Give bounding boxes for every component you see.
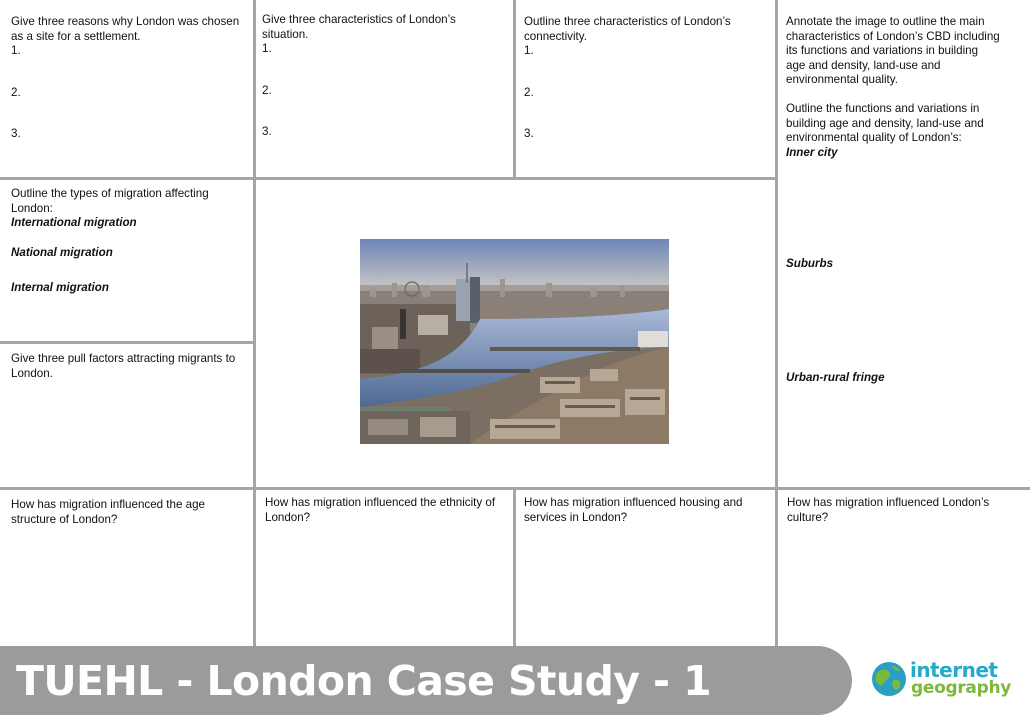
cbd-prompt: Annotate the image to outline the main characteristics of London’s CBD including its functions and variations in building age and density, land-use and environmental quality. — [786, 15, 1000, 87]
ethnicity-prompt: How has migration influenced the ethnicity of London? — [265, 496, 496, 524]
situation-item-2: 2. — [262, 83, 272, 97]
ethnicity-cell — [256, 490, 516, 646]
housing-prompt: How has migration influenced housing and services in London? — [524, 496, 743, 524]
zone-inner-city: Inner city — [786, 145, 838, 159]
situation-cell — [256, 0, 516, 180]
migration-type-national: National migration — [11, 245, 113, 259]
situation-prompt: Give three characteristics of London’s situation. — [262, 13, 456, 41]
culture-cell — [778, 490, 1030, 646]
logo-text-internet: internet — [910, 658, 998, 682]
age-structure-cell — [0, 490, 256, 646]
globe-icon — [870, 660, 908, 698]
pull-factors-cell — [0, 344, 256, 490]
cbd-prompt2: Outline the functions and variations in building age and density, land-use and environmental quality of London’s: — [786, 101, 984, 145]
migration-types-prompt: Outline the types of migration affecting London: — [11, 187, 209, 215]
migration-type-internal: Internal migration — [11, 281, 109, 295]
situation-item-1: 1. — [262, 42, 272, 56]
migration-types-cell — [0, 180, 256, 344]
reasons-item-1: 1. — [11, 44, 21, 58]
connectivity-cell — [516, 0, 778, 180]
connectivity-item-1: 1. — [524, 44, 534, 58]
reasons-cell — [0, 0, 256, 180]
connectivity-item-3: 3. — [524, 127, 534, 141]
culture-prompt: How has migration influenced London’s culture? — [787, 496, 990, 524]
internet-geography-logo — [870, 658, 1010, 702]
age-structure-prompt: How has migration influenced the age structure of London? — [11, 498, 205, 526]
london-photo-illustration — [360, 239, 669, 444]
reasons-item-3: 3. — [11, 127, 21, 141]
zone-suburbs: Suburbs — [786, 257, 834, 270]
housing-cell — [516, 490, 778, 646]
banner-title: TUEHL - London Case Study - 1 — [16, 657, 712, 705]
london-aerial-photo — [360, 239, 669, 444]
situation-item-3: 3. — [262, 125, 272, 139]
title-banner — [0, 646, 852, 715]
logo-text-geography: geography — [911, 678, 1012, 698]
zone-urban-rural-fringe: Urban-rural fringe — [786, 371, 885, 384]
connectivity-prompt: Outline three characteristics of London’s connectivity. — [524, 15, 731, 43]
migration-type-international: International migration — [11, 216, 137, 230]
pull-factors-prompt: Give three pull factors attracting migrants to London. — [11, 352, 236, 380]
reasons-item-2: 2. — [11, 85, 21, 99]
cbd-cell — [778, 0, 1030, 490]
connectivity-item-2: 2. — [524, 85, 534, 99]
reasons-prompt: Give three reasons why London was chosen as a site for a settlement. — [11, 15, 240, 43]
